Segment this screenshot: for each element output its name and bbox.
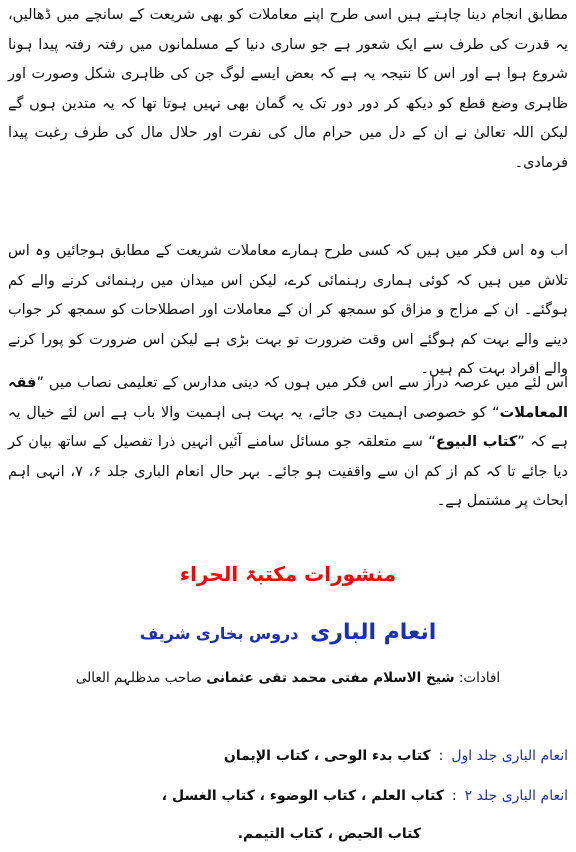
volume-entry-continuation: [238, 826, 421, 842]
term-kitab-al-buyu: کتاب البیوع: [435, 434, 518, 450]
paragraph: اب وہ اس فکر میں ہیں کہ کسی طرح ہمارے معاملات شریعت کے مطابق ہوجائیں وہ اس تلاش میں ہیں کہ کوئی ہماری رہنمائی کرے، لیکن اس میدان میں رہنمائی کرنے والے کم ہوگئے۔ ان کے مزاج و مزاق کو سمجھ کر ان کے معاملات اور اصطلاحات کو سمجھ کر جواب دینے والے بہت کم ہوگئے اس وقت ضرورت تو بہت بڑی ہے لیکن اس ضرورت کو پورا کرنے والے افراد بہت کم ہیں۔: [8, 243, 568, 377]
book-title: انعام الباری: [310, 620, 437, 645]
paragraph-text: “ کو خصوصی اہمیت دی جائے، یہ بہت ہی اہمیت والا باب ہے اس لئے خیال یہ ہے کہ ”: [8, 404, 568, 450]
author-suffix: صاحب مدظلہم العالی: [75, 670, 202, 686]
ifadat-line: [0, 670, 576, 686]
volume-separator: :: [451, 788, 457, 804]
paragraph-text: “ سے متعلقہ جو مسائل سامنے آئیں انہیں ذرا تفصیل کے ساتھ بیان کر دیا جائے تا کہ کم از کم ان سے واقفیت ہو جائے۔ بہر حال انعام الباری جلد ۶، ۷، انہی اہم ابحاث پر مشتمل ہے۔: [8, 434, 568, 509]
publisher-heading: منشورات مکتبۃ الحراء: [179, 562, 397, 586]
volume-label: انعام الباری جلد اول: [451, 748, 568, 764]
volume-separator: :: [438, 748, 444, 764]
paragraph-text: اس لئے میں عرصہ دراز سے اس فکر میں ہوں کہ دینی مدارس کے تعلیمی نصاب میں ”: [36, 375, 568, 391]
volume-contents: کتاب العلم ، کتاب الوضوء ، کتاب الغسل ،: [161, 788, 444, 804]
volume-entry: [8, 788, 568, 804]
volume-entry: [8, 748, 568, 764]
volume-contents: کتاب بدء الوحی ، کتاب الإیمان: [223, 748, 431, 764]
author-name: شیخ الاسلام مفتی محمد تقی عثمانی: [206, 670, 455, 686]
paragraph: مطابق انجام دینا چاہتے ہیں اسی طرح اپنے معاملات کو بھی شریعت کے سانچے میں ڈھالیں، یہ قدرت کی طرف سے ایک شعور ہے جو ساری دنیا کے مسلمانوں میں رفتہ رفتہ پیدا ہونا شروع ہوا ہے اور اس کا نتیجہ یہ ہے کہ بعض ایسے لوگ جن کی ظاہری شکل وصورت اور ظاہری وضع قطع کو دیکھ کر دور دور تک یہ گمان بھی نہیں ہوتا تھا کہ یہ متدین ہوں گے لیکن اللہ تعالیٰ نے ان کے دل میں حرام مال کی نفرت اور حلال مال کی طرف رغبت پیدا فرمادی۔: [8, 7, 568, 171]
term-fiqh-al-muamalat: فقہ المعاملات: [8, 375, 568, 421]
volume-label: انعام الباری جلد ۲: [464, 788, 568, 804]
volume-contents: کتاب الحیض ، کتاب التیمم.: [237, 826, 421, 842]
paragraph: [8, 369, 568, 517]
book-subtitle: دروس بخاری شریف: [139, 624, 299, 643]
book-title-line: [0, 620, 576, 645]
ifadat-label: افادات:: [458, 670, 501, 686]
